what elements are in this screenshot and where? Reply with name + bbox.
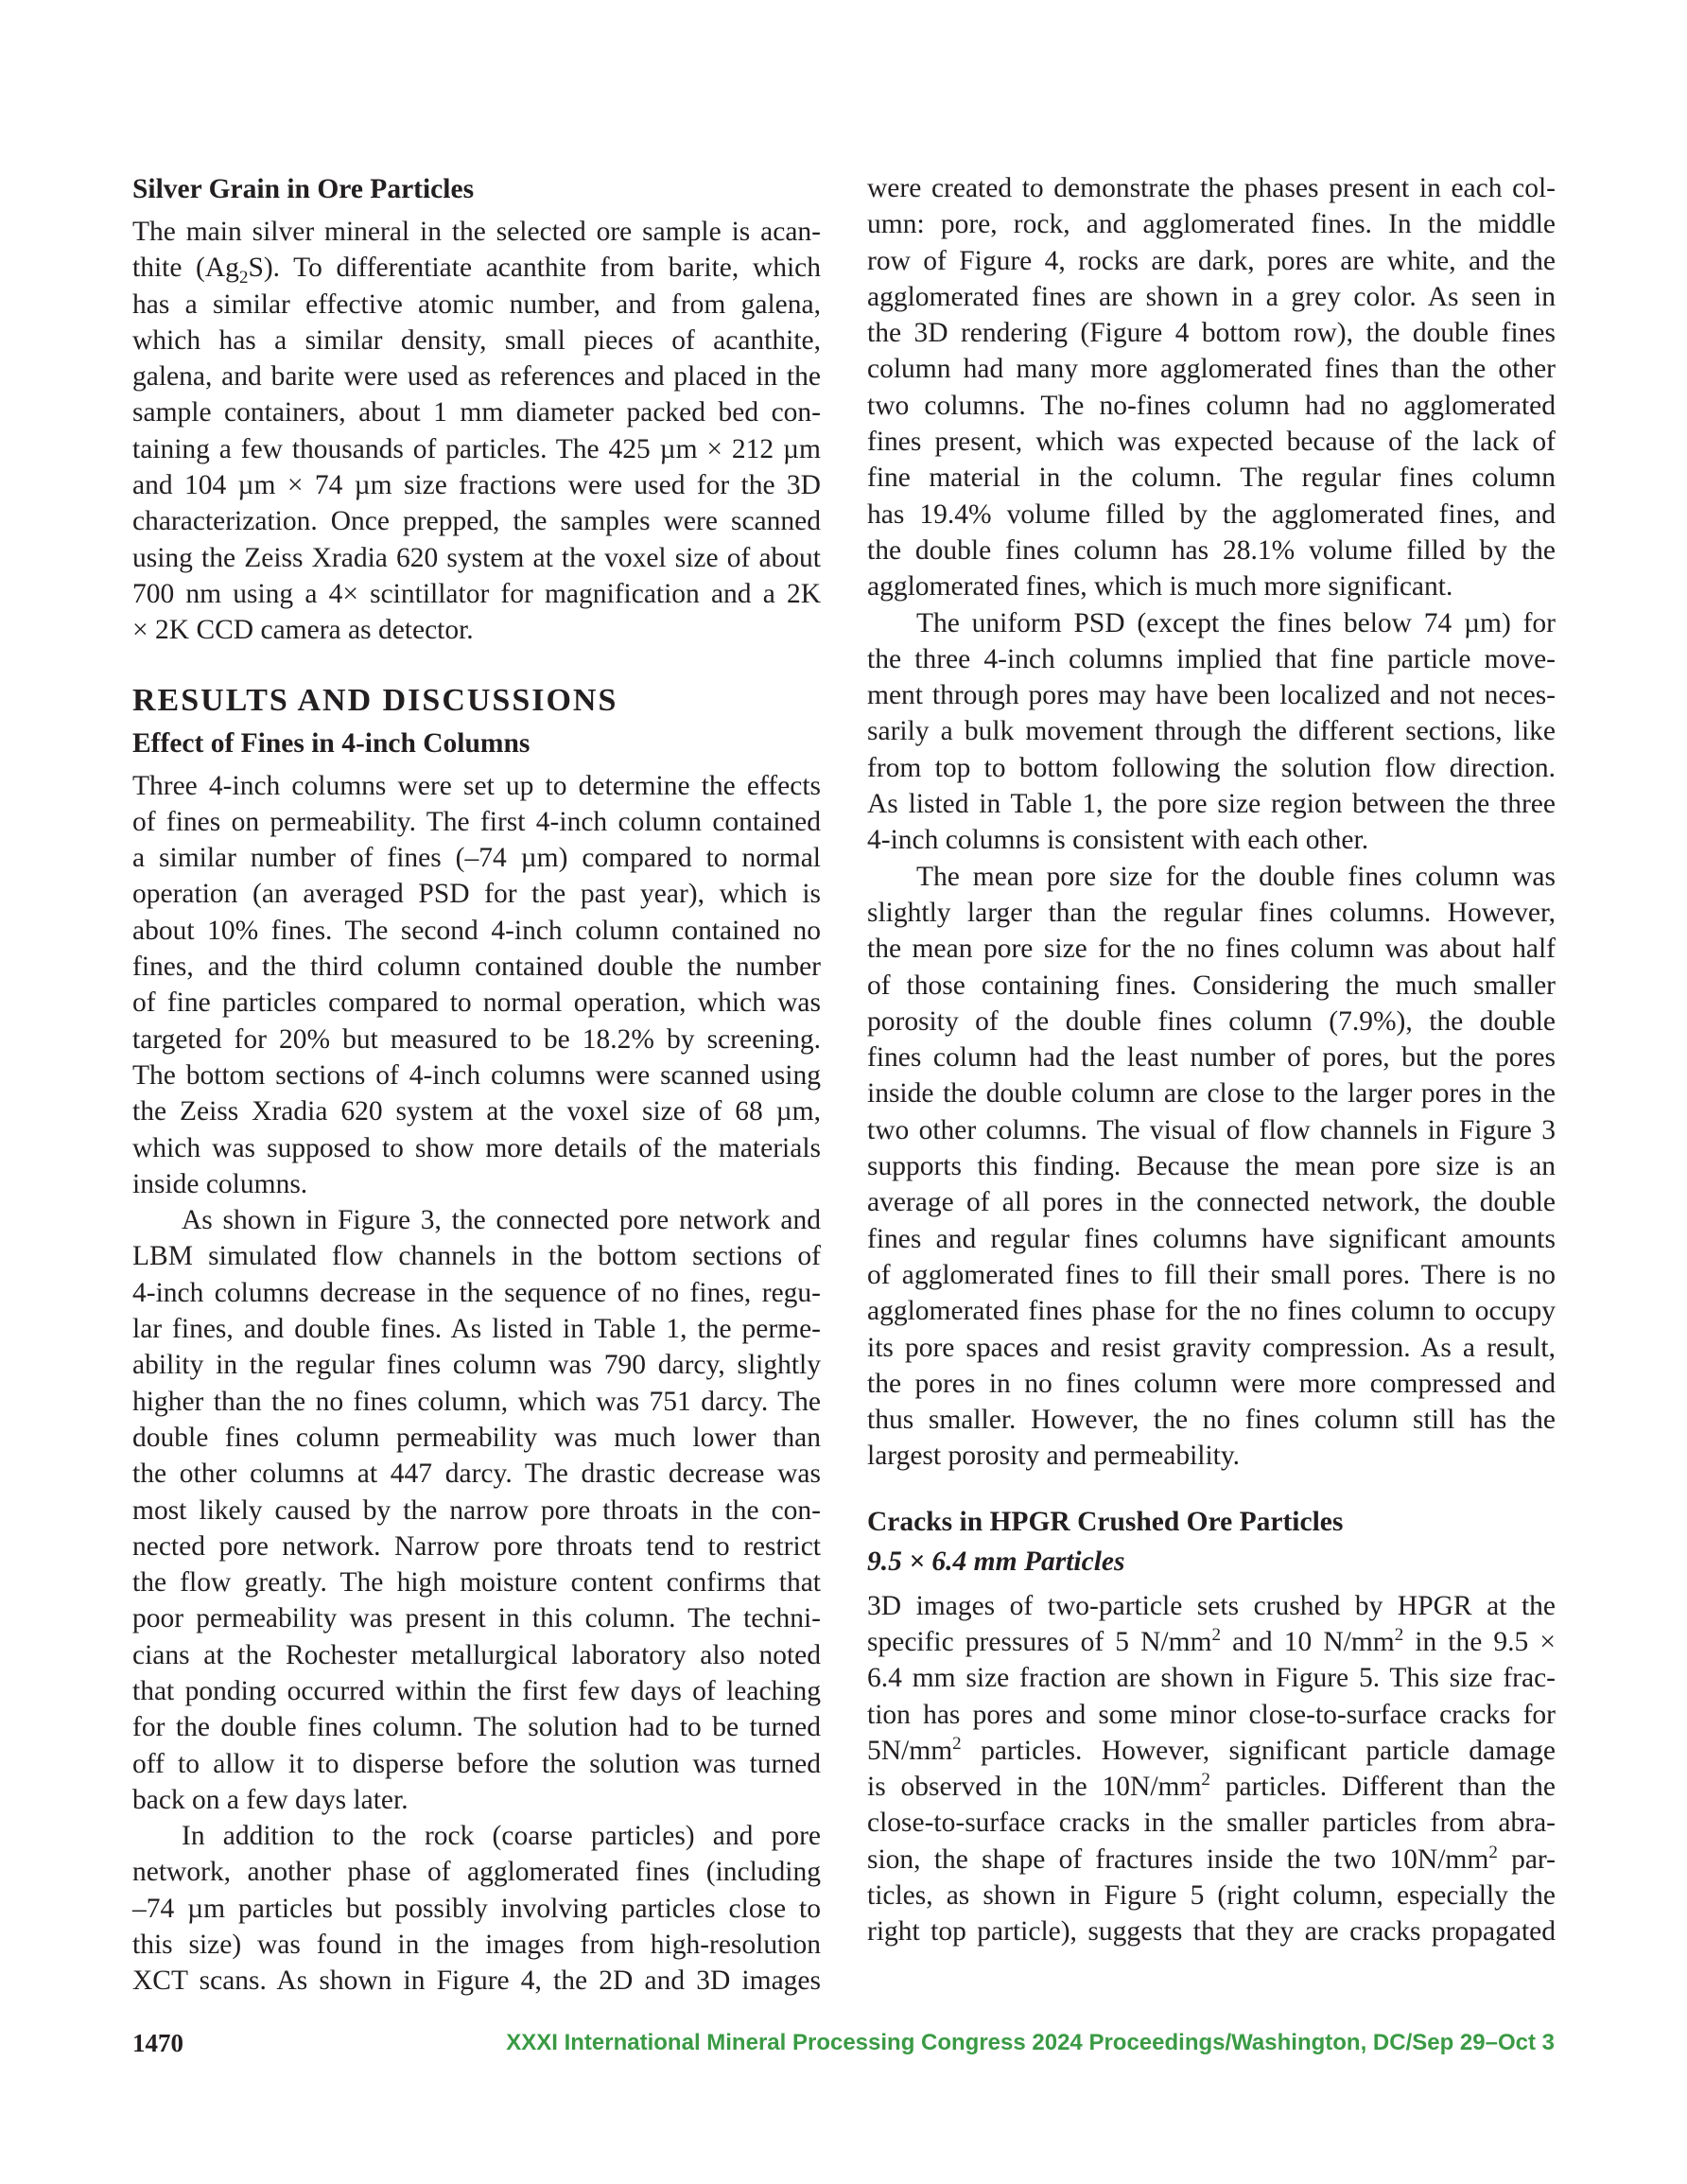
text-line: specific pressures of 5 $N/mm^2$ and 10 $N/mm^2$ in the 9.5 × [867,1625,1557,1657]
paragraph-hpgr-images [867,1588,1556,1950]
text-line: the Zeiss Xradia 620 system at the voxel size of 68 µm, [132,1096,821,1127]
text-line: 4-inch columns decrease in the sequence of no fines, regu- [132,1277,821,1308]
text-line: has 19.4% volume filled by the agglomerated fines, and [867,498,1556,530]
text-line: using the Zeiss Xradia 620 system at the voxel size of about [132,542,821,573]
text-line: the mean pore size for the no fines column was about half [867,934,1556,965]
text-line: $5N/mm^2$ particles. However, significant particle damage [867,1734,1556,1766]
text-line: inside columns. [132,1168,308,1199]
text-line: the pores in no fines column were more compressed and [867,1368,1556,1399]
text-line: network, another phase of agglomerated fines (including [132,1857,821,1888]
text-line: higher than the no fines column, which was 751 darcy. The [132,1386,821,1417]
text-line: double fines column permeability was much lower than [132,1422,821,1453]
paragraph-silver-mineral [132,214,821,649]
text-line: about 10% fines. The second 4-inch column contained no [132,915,821,946]
right-column [867,170,1556,1950]
text-line: sarily a bulk movement through the different sections, like [867,716,1556,747]
text-line: off to allow it to disperse before the solution was turned [132,1748,821,1779]
text-line: nected pore network. Narrow pore throats tend to restrict [132,1530,821,1562]
text-line: targeted for 20% but measured to be 18.2% by screening. [132,1023,821,1055]
text-line: the other columns at 447 darcy. The drastic decrease was [132,1459,821,1490]
text-line: fines column had the least number of pores, but the pores [867,1042,1556,1074]
text-line: ticles, as shown in Figure 5 (right column, especially the [867,1880,1556,1912]
text-line: 6.4 mm size fraction are shown in Figure 5. This size frac- [867,1663,1556,1694]
text-line: right top particle), suggests that they are cracks propagated [867,1916,1556,1948]
text-line: of those containing fines. Considering the much smaller [867,970,1556,1001]
text-line: The mean pore size for the double fines column was [916,861,1556,892]
text-line: fines and regular fines columns have significant amounts [867,1223,1556,1254]
text-line: As shown in Figure 3, the connected pore network and [182,1205,821,1236]
text-line: of agglomerated fines to fill their small pores. There is no [867,1259,1556,1290]
paragraph-three-columns [132,768,821,1203]
text-line: close-to-surface cracks in the smaller particles from abra- [867,1808,1556,1839]
text-line: fines, and the third column contained double the number [132,952,821,983]
text-line: ment through pores may have been localized and not neces- [867,680,1556,711]
text-line: the three 4-inch columns implied that fine particle move- [867,643,1556,674]
text-line: this size) was found in the images from high-resolution [132,1930,821,1961]
text-line: In addition to the rock (coarse particles) and pore [182,1821,821,1852]
text-line: LBM simulated flow channels in the bottom sections of [132,1241,821,1272]
text-line: which has a similar density, small pieces of acanthite, [132,324,821,356]
text-line: of fines on permeability. The first 4-inch column contained [132,806,821,837]
page-number: 1470 [132,2029,183,2057]
text-line: average of all pores in the connected network, the double [867,1187,1556,1218]
text-line: the 3D rendering (Figure 4 bottom row), the double fines [867,318,1556,349]
text-line: and 104 µm × 74 µm size fractions were used for the 3D [132,470,821,501]
text-line: the flow greatly. The high moisture content confirms that [132,1567,821,1599]
text-line: operation (an averaged PSD for the past year), which is [132,879,821,910]
text-line: that ponding occurred within the first few days of leaching [132,1675,821,1706]
text-line: has a similar effective atomic number, and from galena, [132,288,821,320]
paragraph-phases [867,170,1556,605]
text-line: umn: pore, rock, and agglomerated fines. In the middle [867,209,1556,240]
section-heading-silver-grain: Silver Grain in Ore Particles [132,174,475,204]
section-heading-results: RESULTS AND DISCUSSIONS [132,682,618,718]
text-line: 3D images of two-particle sets crushed by HPGR at the [867,1590,1556,1621]
text-line: The bottom sections of 4-inch columns were scanned using [132,1059,821,1091]
text-line: back on a few days later. [132,1784,409,1815]
text-line: inside the double column are close to the larger pores in the [867,1078,1556,1109]
text-line: slightly larger than the regular fines columns. However, [867,897,1556,928]
paragraph-agglomerated-fines [132,1818,821,1999]
text-line: were created to demonstrate the phases present in each col- [867,173,1556,203]
text-line: agglomerated fines, which is much more significant. [867,571,1453,603]
text-line: The main silver mineral in the selected ore sample is acan- [132,217,821,247]
paragraph-figure3 [132,1202,821,1818]
subsection-heading-effect-of-fines: Effect of Fines in 4-inch Columns [132,727,530,759]
text-line: agglomerated fines are shown in a grey color. As seen in [867,281,1556,312]
section-heading-cracks: Cracks in HPGR Crushed Ore Particles [867,1506,1344,1537]
paragraph-mean-pore-size [867,859,1556,1475]
text-line: fines present, which was expected because of the lack of [867,427,1556,458]
text-line: row of Figure 4, rocks are dark, pores are white, and the [867,245,1556,276]
text-line: largest porosity and permeability. [867,1441,1241,1472]
page-footer [132,2024,1555,2062]
text-line: × 2K CCD camera as detector. [132,615,474,646]
text-line: –74 µm particles but possibly involving particles close to [132,1893,821,1924]
text-line: The uniform PSD (except the fines below 74 µm) for [916,607,1556,638]
text-line: ability in the regular fines column was 790 darcy, slightly [132,1350,821,1381]
text-line: characterization. Once prepped, the samples were scanned [132,506,821,537]
text-line: sion, the shape of fractures inside the two $10N/mm^2$ par- [867,1842,1556,1875]
text-line: galena, and barite were used as references and placed in the [132,361,821,393]
text-line: two other columns. The visual of flow channels in Figure 3 [867,1114,1556,1145]
text-line: column had many more agglomerated fines than the other [867,354,1556,385]
text-line: As listed in Table 1, the pore size region between the three [867,789,1556,820]
text-line: for the double fines column. The solution had to be turned [132,1712,821,1743]
text-line: taining a few thousands of particles. The 425 µm × 212 µm [132,433,821,464]
text-line: two columns. The no-fines column had no agglomerated [867,390,1556,421]
paragraph-uniform-psd [867,605,1556,859]
text-line: the double fines column has 28.1% volume filled by the [867,534,1556,566]
subsection-heading-particle-size: 9.5 × 6.4 mm Particles [867,1546,1125,1577]
text-line: fine material in the column. The regular fines column [867,463,1556,494]
text-line: of fine particles compared to normal operation, which was [132,987,821,1019]
text-line: XCT scans. As shown in Figure 4, the 2D and 3D images [132,1966,821,1997]
text-line: Three 4-inch columns were set up to determine the effects [132,770,821,801]
left-column [132,170,821,2000]
text-line: thus smaller. However, the no fines column still has the [867,1405,1556,1436]
journal-title: XXXI International Mineral Processing Congress 2024 Proceedings/Washington, DC/Sep 29–Oct 3 [506,2030,1555,2055]
text-line: from top to bottom following the solution flow direction. [867,752,1556,783]
text-line: cians at the Rochester metallurgical laboratory also noted [132,1639,821,1670]
text-line: tion has pores and some minor close-to-surface cracks for [867,1699,1556,1730]
text-line: which was supposed to show more details of the materials [132,1132,821,1163]
text-line: porosity of the double fines column (7.9%), the double [867,1005,1556,1037]
text-line: 700 nm using a 4× scintillator for magnification and a 2K [132,578,821,609]
text-line: is observed in the $10N/mm^2$ particles. Different than the [867,1770,1556,1803]
text-line: agglomerated fines phase for the no fines column to occupy [867,1296,1556,1327]
text-line: lar fines, and double fines. As listed in Table 1, the perme- [132,1314,821,1345]
text-line: a similar number of fines (–74 µm) compared to normal [132,843,821,874]
text-line: thite $(Ag_2S)$. To differentiate acanthite from barite, which [132,253,821,288]
text-line: 4-inch columns is consistent with each other. [867,825,1369,856]
text-line: sample containers, about 1 mm diameter packed bed con- [132,397,821,428]
text-line: poor permeability was present in this column. The techni- [132,1603,821,1634]
text-line: most likely caused by the narrow pore throats in the con- [132,1494,821,1526]
text-line: its pore spaces and resist gravity compression. As a result, [867,1332,1556,1363]
text-line: supports this finding. Because the mean pore size is an [867,1151,1556,1182]
